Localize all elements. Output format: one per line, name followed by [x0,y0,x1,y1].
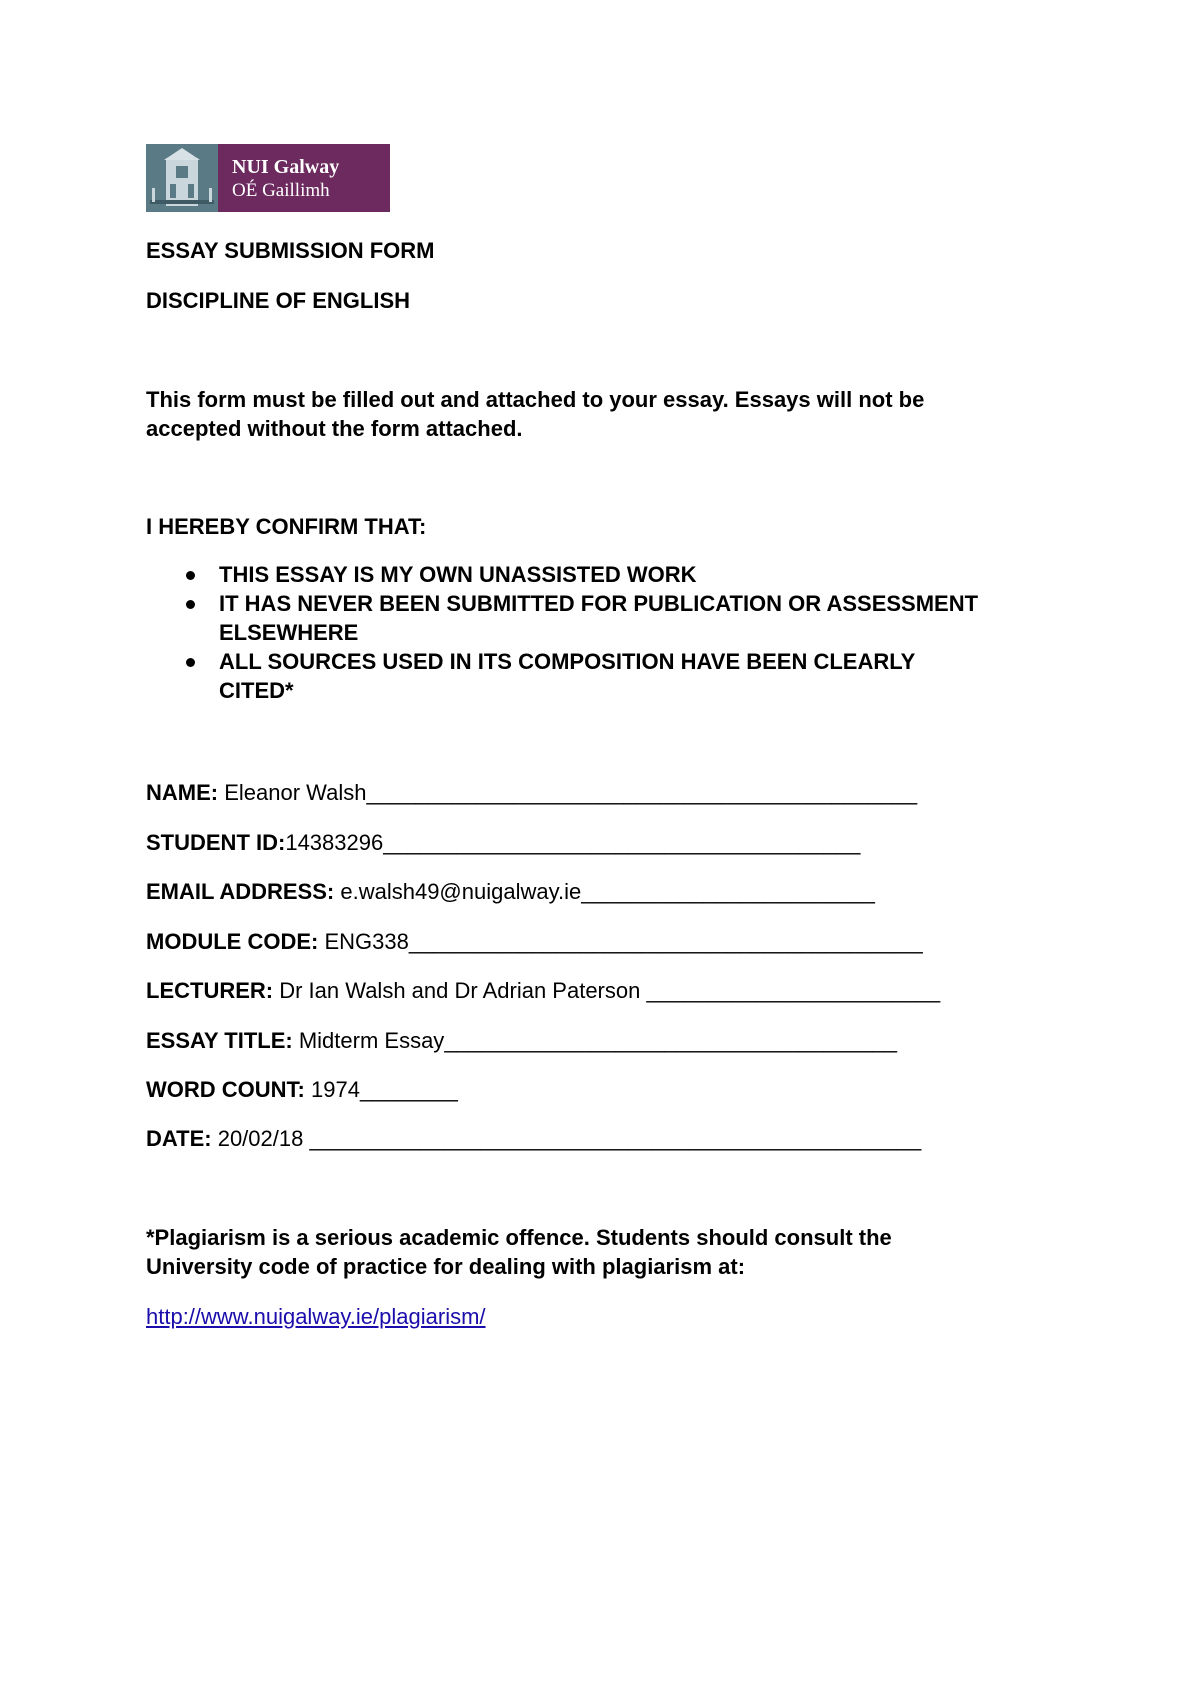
module-code-underline: __________________________________________ [408,929,923,954]
logo-line-irish: OÉ Gaillimh [232,179,330,201]
student-id-field [146,828,860,857]
essay-title-label: ESSAY TITLE: [146,1028,293,1053]
intro-line-1: This form must be filled out and attached to your essay. Essays will not be [146,387,925,412]
university-logo [146,144,390,212]
module-code-value: ENG338 [318,929,409,954]
list-item: THIS ESSAY IS MY OWN UNASSISTED WORK [146,560,1086,589]
word-count-field [146,1075,458,1104]
essay-title-value: Midterm Essay [292,1028,445,1053]
name-label: NAME: [146,780,219,805]
bullet-icon [186,658,195,667]
module-code-label: MODULE CODE: [146,929,319,954]
email-label: EMAIL ADDRESS: [146,879,335,904]
logo-wordmark [218,144,390,212]
name-value: Eleanor Walsh [218,780,367,805]
module-code-field [146,927,923,956]
list-item: IT HAS NEVER BEEN SUBMITTED FOR PUBLICATION OR ASSESSMENT ELSEWHERE [146,589,1086,647]
word-count-underline: ________ [359,1077,458,1102]
name-field [146,778,917,807]
plagiarism-note-line-1: *Plagiarism is a serious academic offence. Students should consult the [146,1225,892,1250]
plagiarism-policy-link[interactable]: http://www.nuigalway.ie/plagiarism/ [146,1304,486,1329]
essay-title-field [146,1026,897,1055]
lecturer-label: LECTURER: [146,978,274,1003]
confirmation-list [146,560,1086,705]
list-item: ALL SOURCES USED IN ITS COMPOSITION HAVE BEEN CLEARLY CITED* [146,647,1086,705]
name-underline: _____________________________________________ [366,780,918,805]
student-id-underline: _______________________________________ [383,830,861,855]
bullet-icon [186,600,195,609]
lecturer-field [146,976,940,1005]
logo-line-english: NUI Galway [232,155,340,178]
intro-line-2: accepted without the form attached. [146,416,523,441]
date-field [146,1124,921,1153]
email-field [146,877,875,906]
essay-title-underline: _____________________________________ [444,1028,898,1053]
lecturer-value: Dr Ian Walsh and Dr Adrian Paterson [273,978,647,1003]
student-id-value: 14383296 [285,830,384,855]
bullet-icon [186,571,195,580]
lecturer-underline: ________________________ [646,978,941,1003]
student-id-label: STUDENT ID: [146,830,286,855]
email-value: e.walsh49@nuigalway.ie [334,879,582,904]
email-underline: ________________________ [581,879,875,904]
date-value: 20/02/18 [211,1126,310,1151]
form-title: ESSAY SUBMISSION FORM [146,238,435,263]
word-count-label: WORD COUNT: [146,1077,305,1102]
plagiarism-note-line-2: University code of practice for dealing with plagiarism at: [146,1254,746,1279]
university-crest-icon [146,144,218,212]
date-label: DATE: [146,1126,212,1151]
confirm-heading: I HEREBY CONFIRM THAT: [146,514,427,539]
date-underline: __________________________________________________ [309,1126,922,1151]
word-count-value: 1974 [304,1077,360,1102]
discipline-title: DISCIPLINE OF ENGLISH [146,288,411,313]
